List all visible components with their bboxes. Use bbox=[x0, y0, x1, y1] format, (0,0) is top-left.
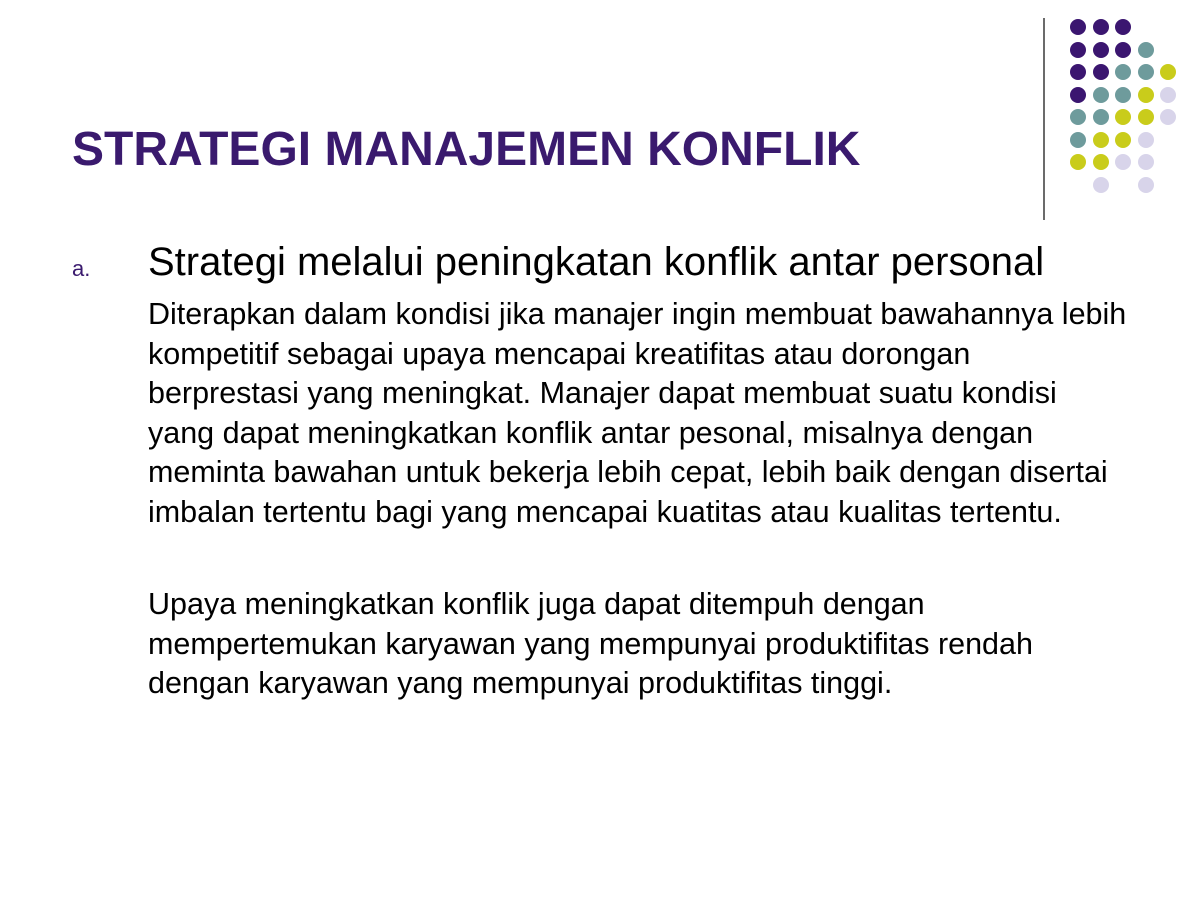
decorative-dot bbox=[1115, 64, 1131, 80]
decorative-dot bbox=[1070, 42, 1086, 58]
body-paragraph: Diterapkan dalam kondisi jika manajer ingin membuat bawahannya lebih kompetitif sebagai upaya mencapai kreatifitas atau dorongan berprestasi yang meningkat. Manajer dapat membuat suatu kondisi yang dapat meningkatkan konflik antar pesonal, misalnya dengan meminta bawahan untuk bekerja lebih cepat, lebih baik dengan disertai imbalan tertentu bagi yang mencapai kuatitas atau kualitas tertentu. bbox=[148, 297, 1127, 529]
decorative-dot bbox=[1093, 154, 1109, 170]
decorative-dot bbox=[1115, 87, 1131, 103]
decorative-dot bbox=[1138, 177, 1154, 193]
decorative-dot bbox=[1160, 87, 1176, 103]
decorative-dot bbox=[1138, 154, 1154, 170]
body-paragraph: Upaya meningkatkan konflik juga dapat ditempuh dengan mempertemukan karyawan yang mempunyai produktifitas rendah dengan karyawan yang mempunyai produktifitas tinggi. bbox=[148, 587, 1033, 701]
bullet-marker: a. bbox=[72, 256, 91, 281]
decorative-dot bbox=[1070, 109, 1086, 125]
decorative-dot bbox=[1138, 64, 1154, 80]
decorative-dot bbox=[1138, 109, 1154, 125]
decorative-dot bbox=[1093, 87, 1109, 103]
decorative-dot bbox=[1115, 154, 1131, 170]
decorative-dot bbox=[1093, 64, 1109, 80]
decorative-dot bbox=[1070, 19, 1086, 35]
decorative-dot bbox=[1093, 177, 1109, 193]
decorative-dot bbox=[1093, 132, 1109, 148]
decorative-dot bbox=[1115, 109, 1131, 125]
decorative-dot bbox=[1115, 42, 1131, 58]
decorative-dot bbox=[1138, 87, 1154, 103]
decorative-dot bbox=[1093, 19, 1109, 35]
decorative-dot bbox=[1070, 154, 1086, 170]
decorative-dot bbox=[1070, 64, 1086, 80]
decorative-dot bbox=[1070, 132, 1086, 148]
decorative-dot bbox=[1115, 132, 1131, 148]
slide-title: STRATEGI MANAJEMEN KONFLIK bbox=[72, 123, 861, 176]
decorative-dot bbox=[1093, 109, 1109, 125]
decorative-dot bbox=[1138, 42, 1154, 58]
decorative-dot bbox=[1138, 132, 1154, 148]
decorative-dot bbox=[1160, 64, 1176, 80]
decorative-dot bbox=[1115, 19, 1131, 35]
decorative-dot bbox=[1160, 109, 1176, 125]
bullet-heading: Strategi melalui peningkatan konflik antar personal bbox=[148, 240, 1045, 284]
title-divider-line bbox=[1043, 18, 1045, 220]
decorative-dot bbox=[1070, 87, 1086, 103]
decorative-dot bbox=[1093, 42, 1109, 58]
